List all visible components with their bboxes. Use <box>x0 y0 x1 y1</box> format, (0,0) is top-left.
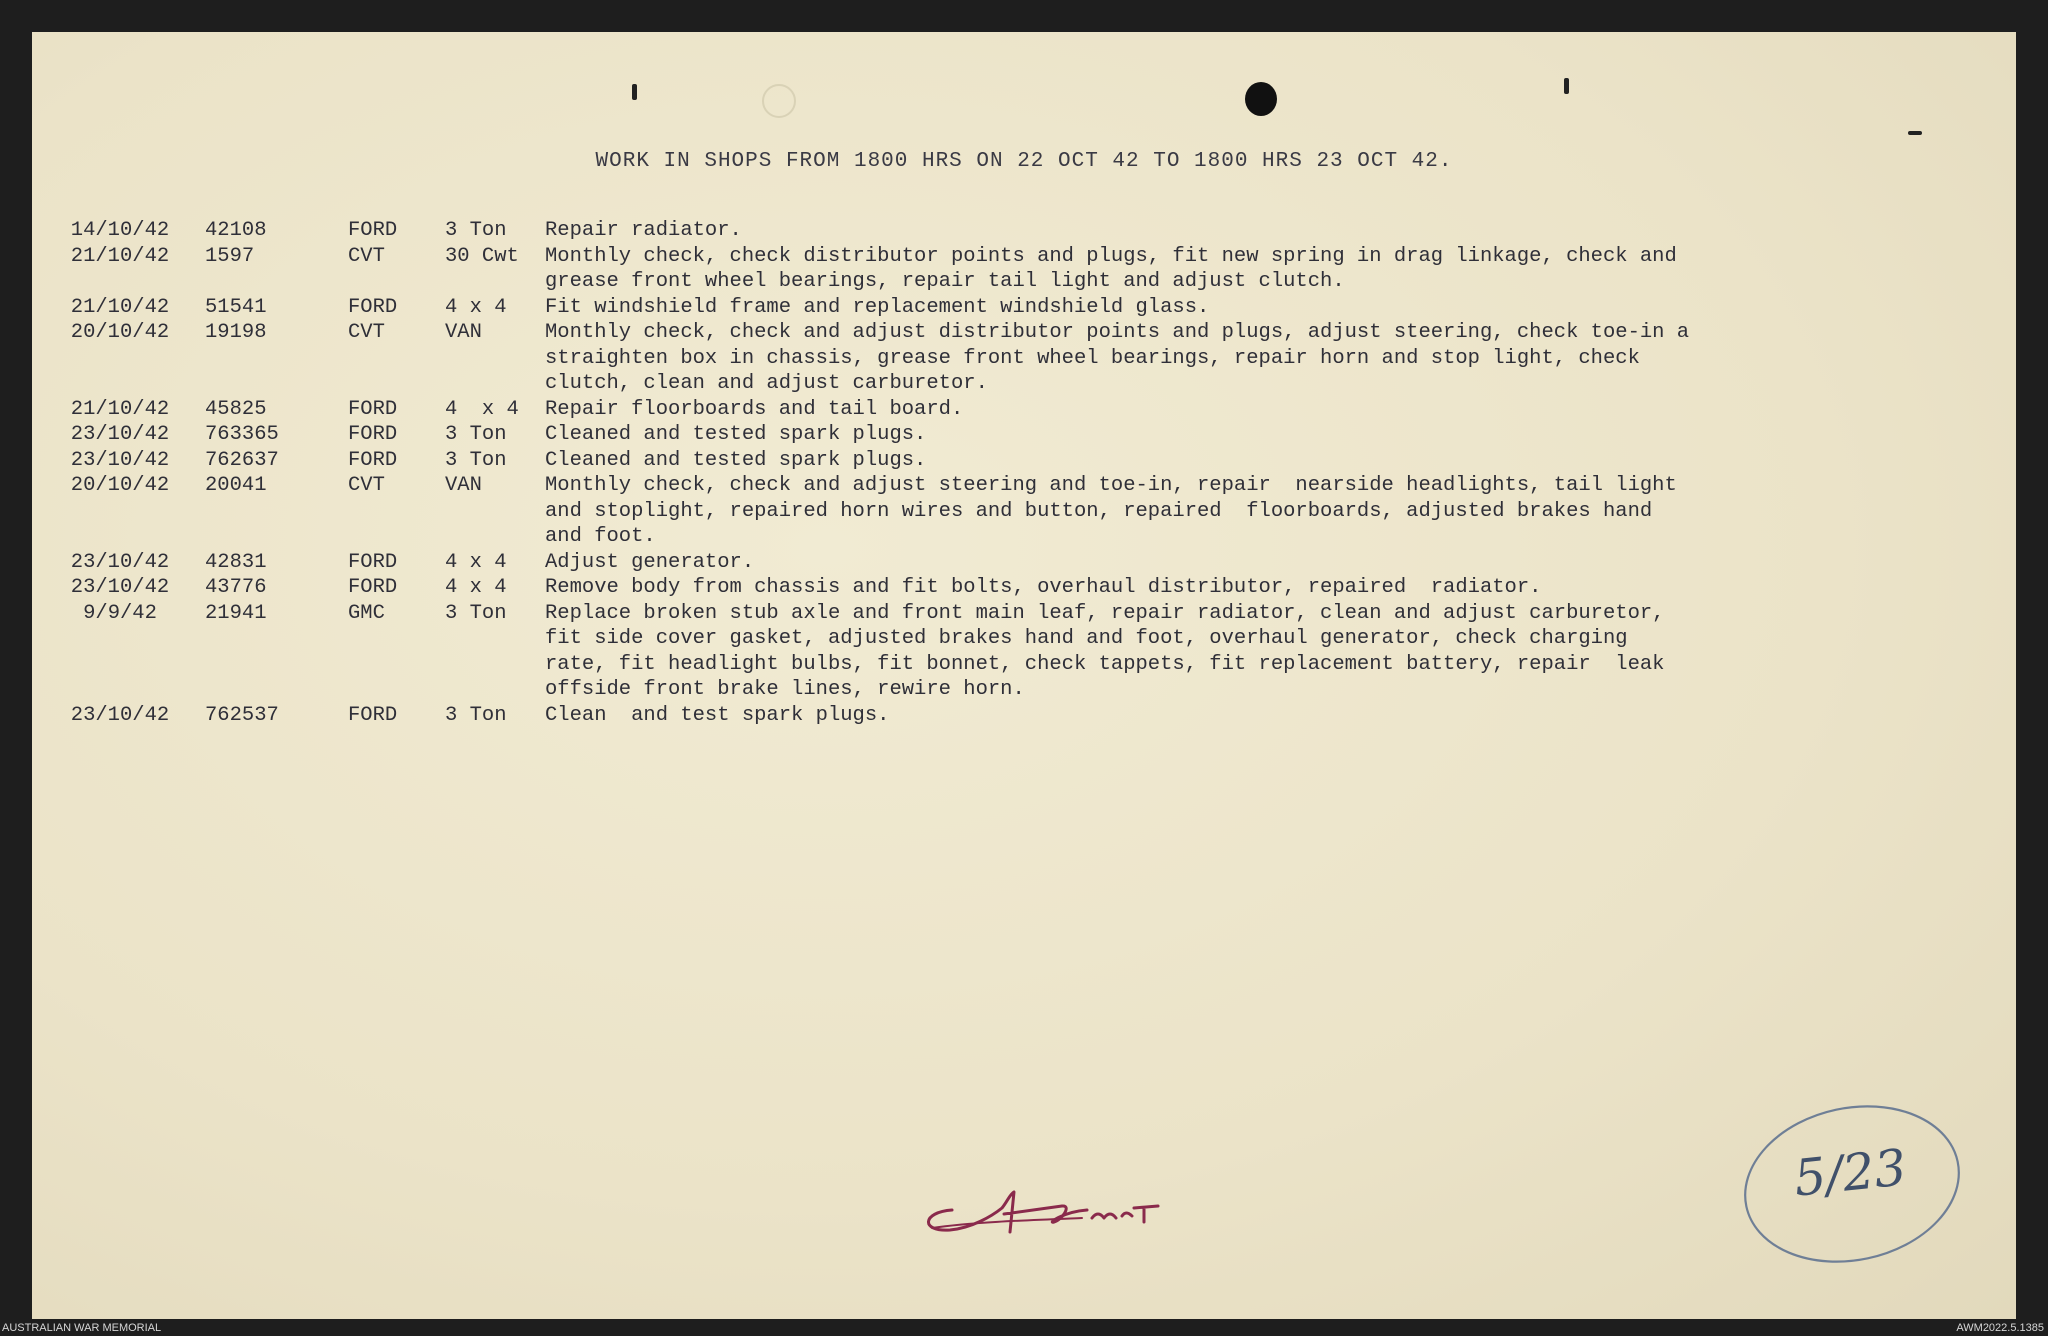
entry-make: FORD <box>348 576 398 599</box>
entry-date: 20/10/42 <box>70 474 170 497</box>
entry-type: 3 Ton <box>445 601 507 625</box>
entry-type: 3 Ton <box>445 219 507 242</box>
entry-type: 30 Cwt <box>445 244 519 268</box>
work-line: straighten box in chassis, grease front wheel bearings, repair horn and stop light, check <box>545 346 1640 370</box>
entry-make: FORD <box>348 295 398 319</box>
work-entry <box>50 448 2000 474</box>
entry-vehicle-number: 42831 <box>205 550 267 574</box>
entry-make: FORD <box>348 219 398 242</box>
punch-hole <box>1245 82 1277 116</box>
work-line: and foot. <box>545 525 656 548</box>
work-entry <box>50 218 2000 244</box>
entry-type: 3 Ton <box>445 448 507 472</box>
work-line: and stoplight, repaired horn wires and button, repaired floorboards, adjusted brakes hand <box>545 499 1653 523</box>
entry-vehicle-number: 762637 <box>205 448 279 472</box>
entry-type: 3 Ton <box>445 423 507 446</box>
folio-number: 5/23 <box>1791 1138 1910 1208</box>
work-line: Replace broken stub axle and front main leaf, repair radiator, clean and adjust carburetor, <box>545 601 1665 625</box>
paper-mark <box>632 84 637 100</box>
paper-mark <box>1908 131 1922 135</box>
work-entry <box>50 473 2000 550</box>
entry-make: FORD <box>348 397 398 421</box>
entry-work <box>545 703 2000 729</box>
work-line: Repair radiator. <box>545 219 742 242</box>
entry-type: 4 x 4 <box>445 576 507 599</box>
entry-type: 3 Ton <box>445 703 507 727</box>
entry-work <box>545 320 2000 397</box>
entry-make: CVT <box>348 244 385 268</box>
work-line: Monthly check, check and adjust distributor points and plugs, adjust steering, check toe-in a <box>545 321 1690 344</box>
work-entry <box>50 397 2000 423</box>
work-entry <box>50 575 2000 601</box>
entry-date: 23/10/42 <box>70 576 170 599</box>
entry-make: CVT <box>348 321 385 344</box>
work-line: fit side cover gasket, adjusted brakes hand and foot, overhaul generator, check charging <box>545 627 1628 650</box>
work-line: offside front brake lines, rewire horn. <box>545 678 1025 701</box>
entry-make: CVT <box>348 474 385 497</box>
entry-make: FORD <box>348 550 398 574</box>
work-entry <box>50 601 2000 703</box>
entry-work <box>545 550 2000 576</box>
entry-vehicle-number: 42108 <box>205 219 267 242</box>
work-line: Monthly check, check and adjust steering and toe-in, repair nearside headlights, tail light <box>545 474 1677 497</box>
work-entry <box>50 550 2000 576</box>
handwritten-signature <box>912 1172 1172 1252</box>
work-line: clutch, clean and adjust carburetor. <box>545 372 988 395</box>
paper-mark <box>1564 78 1569 94</box>
work-line: Fit windshield frame and replacement windshield glass. <box>545 295 1210 319</box>
entry-vehicle-number: 43776 <box>205 576 267 599</box>
entry-type: 4 x 4 <box>445 295 507 319</box>
punch-hole-faint <box>762 84 796 118</box>
document-page <box>32 32 2016 1319</box>
work-entry <box>50 703 2000 729</box>
entry-date: 23/10/42 <box>70 423 170 446</box>
entry-vehicle-number: 21941 <box>205 601 267 625</box>
entry-date: 21/10/42 <box>70 295 170 319</box>
entry-work <box>545 601 2000 703</box>
work-line: Clean and test spark plugs. <box>545 703 890 727</box>
entry-vehicle-number: 763365 <box>205 423 279 446</box>
work-entry <box>50 320 2000 397</box>
entry-work <box>545 575 2000 601</box>
entry-vehicle-number: 762537 <box>205 703 279 727</box>
entry-date: 23/10/42 <box>70 550 170 574</box>
entry-make: FORD <box>348 423 398 446</box>
work-line: rate, fit headlight bulbs, fit bonnet, check tappets, fit replacement battery, repair leak <box>545 652 1665 676</box>
document-title: WORK IN SHOPS FROM 1800 HRS ON 22 OCT 42 TO 1800 HRS 23 OCT 42. <box>595 150 1453 173</box>
entry-date: 23/10/42 <box>70 703 170 727</box>
entry-vehicle-number: 51541 <box>205 295 267 319</box>
entry-type: 4 x 4 <box>445 550 507 574</box>
entry-make: FORD <box>348 448 398 472</box>
entry-work <box>545 473 2000 550</box>
entry-work <box>545 397 2000 423</box>
entry-work <box>545 218 2000 244</box>
entry-type: 4 x 4 <box>445 397 519 421</box>
entry-make: FORD <box>348 703 398 727</box>
work-line: grease front wheel bearings, repair tail light and adjust clutch. <box>545 270 1345 293</box>
work-line: Cleaned and tested spark plugs. <box>545 448 927 472</box>
entry-date: 14/10/42 <box>70 219 170 242</box>
archive-credit: AUSTRALIAN WAR MEMORIAL <box>2 1322 162 1334</box>
entry-vehicle-number: 1597 <box>205 244 255 268</box>
entry-vehicle-number: 45825 <box>205 397 267 421</box>
entry-date: 9/9/42 <box>83 601 157 625</box>
work-entry <box>50 422 2000 448</box>
entry-work <box>545 244 2000 295</box>
entry-type: VAN <box>445 474 482 497</box>
work-line: Cleaned and tested spark plugs. <box>545 423 927 446</box>
work-log-table <box>50 218 2000 728</box>
archive-reference: AWM2022.5.1385 <box>1956 1322 2044 1334</box>
work-entry <box>50 295 2000 321</box>
entry-work <box>545 295 2000 321</box>
work-line: Repair floorboards and tail board. <box>545 397 964 421</box>
entry-make: GMC <box>348 601 385 625</box>
entry-date: 20/10/42 <box>70 321 170 344</box>
work-line: Remove body from chassis and fit bolts, overhaul distributor, repaired radiator. <box>545 576 1542 599</box>
entry-type: VAN <box>445 321 482 344</box>
entry-vehicle-number: 20041 <box>205 474 267 497</box>
entry-date: 23/10/42 <box>70 448 170 472</box>
entry-date: 21/10/42 <box>70 397 170 421</box>
entry-work <box>545 422 2000 448</box>
entry-date: 21/10/42 <box>70 244 170 268</box>
entry-vehicle-number: 19198 <box>205 321 267 344</box>
work-line: Adjust generator. <box>545 550 755 574</box>
entry-work <box>545 448 2000 474</box>
work-line: Monthly check, check distributor points and plugs, fit new spring in drag linkage, check and <box>545 244 1677 268</box>
work-entry <box>50 244 2000 295</box>
